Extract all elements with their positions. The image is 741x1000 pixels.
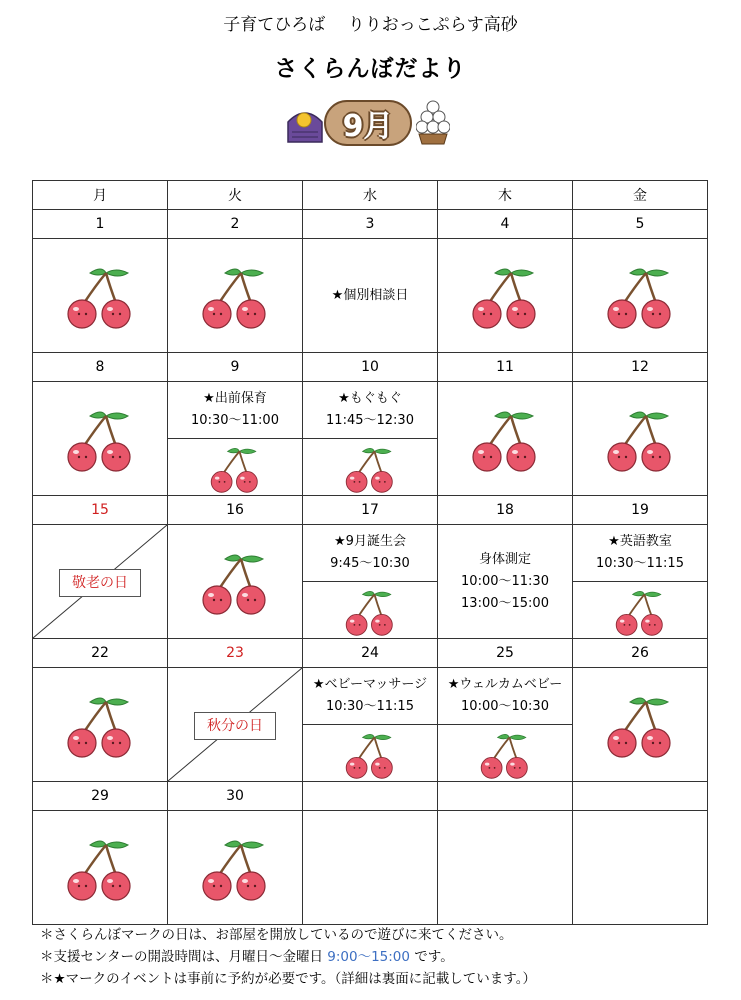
date-15: 15 — [33, 496, 168, 525]
event-measurement — [438, 549, 572, 615]
month-label: 9月 — [324, 100, 412, 146]
cherry-icon — [340, 441, 400, 493]
opening-hours: 9:00～15:00 — [327, 949, 410, 965]
cherry-icon — [60, 688, 140, 758]
cherry-icon — [60, 402, 140, 472]
event-time: 10:30～11:00 — [191, 413, 279, 428]
empty-cell — [573, 811, 708, 925]
date-22: 22 — [33, 639, 168, 668]
day-30-cell — [168, 811, 303, 925]
day-25-cell — [438, 668, 573, 782]
note-1: ＊さくらんぼマークの日は、お部屋を開放しているので遊びに来てください。 — [40, 927, 513, 943]
day-3-cell — [303, 239, 438, 353]
event-english — [573, 525, 707, 582]
event-title: ★もぐもぐ — [338, 391, 402, 406]
date-9: 9 — [168, 353, 303, 382]
day-18-cell — [438, 525, 573, 639]
holiday-label: 秋分の日 — [194, 712, 276, 740]
date-19: 19 — [573, 496, 708, 525]
day-23-cell — [168, 668, 303, 782]
month-badge — [284, 96, 454, 152]
date-18: 18 — [438, 496, 573, 525]
date-8: 8 — [33, 353, 168, 382]
cherry-icon — [475, 727, 535, 779]
weekday-mon: 月 — [33, 181, 168, 210]
event-baby-massage — [303, 668, 437, 725]
event-title: ★出前保育 — [203, 391, 267, 406]
week-2-dates — [33, 353, 708, 382]
date-25: 25 — [438, 639, 573, 668]
weekday-fri: 金 — [573, 181, 708, 210]
event-time: 10:00～11:30 — [461, 573, 549, 589]
event-time: 10:00～10:30 — [461, 699, 549, 714]
day-16-cell — [168, 525, 303, 639]
date-16: 16 — [168, 496, 303, 525]
cherry-icon — [600, 259, 680, 329]
note-3: ＊★マークのイベントは事前に予約が必要です。（詳細は裏面に記載しています。） — [40, 971, 536, 987]
holiday-label: 敬老の日 — [59, 569, 141, 597]
event-consultation: ★個別相談日 — [331, 287, 409, 303]
cherry-icon — [465, 402, 545, 472]
cherry-icon — [340, 584, 400, 636]
event-time: 11:45～12:30 — [326, 413, 414, 428]
dango-icon — [416, 98, 450, 148]
week-3-dates — [33, 496, 708, 525]
event-title: ★ベビーマッサージ — [312, 677, 428, 692]
date-17: 17 — [303, 496, 438, 525]
day-22-cell — [33, 668, 168, 782]
notes-section — [40, 924, 536, 990]
week-5-dates — [33, 782, 708, 811]
event-time: 9:45～10:30 — [330, 556, 410, 571]
week-5-content — [33, 811, 708, 925]
weekday-tue: 火 — [168, 181, 303, 210]
note-2 — [40, 946, 536, 968]
weekday-thu: 木 — [438, 181, 573, 210]
day-11-cell — [438, 382, 573, 496]
date-4: 4 — [438, 210, 573, 239]
date-empty — [573, 782, 708, 811]
date-3: 3 — [303, 210, 438, 239]
week-1-content — [33, 239, 708, 353]
date-23: 23 — [168, 639, 303, 668]
organization-name: 子育てひろば りりおっこぷらす高砂 — [223, 15, 518, 35]
day-12-cell — [573, 382, 708, 496]
date-1: 1 — [33, 210, 168, 239]
date-26: 26 — [573, 639, 708, 668]
event-title: ★英語教室 — [608, 534, 672, 549]
empty-cell — [438, 811, 573, 925]
event-mogumogu — [303, 382, 437, 439]
cherry-icon — [600, 688, 680, 758]
date-29: 29 — [33, 782, 168, 811]
day-8-cell — [33, 382, 168, 496]
cherry-icon — [195, 545, 275, 615]
event-time: 10:30～11:15 — [596, 556, 684, 571]
moon-rabbit-icon — [284, 102, 326, 146]
event-title: 身体測定 — [478, 551, 531, 567]
calendar-table — [32, 180, 708, 925]
week-4-content — [33, 668, 708, 782]
date-12: 12 — [573, 353, 708, 382]
day-29-cell — [33, 811, 168, 925]
cherry-icon — [600, 402, 680, 472]
note-2-text: ＊支援センターの開設時間は、月曜日～金曜日 — [40, 949, 328, 965]
note-2-suffix: です。 — [410, 949, 454, 965]
weekday-wed: 水 — [303, 181, 438, 210]
cherry-icon — [205, 441, 265, 493]
date-11: 11 — [438, 353, 573, 382]
event-title: ★9月誕生会 — [334, 534, 406, 549]
week-3-content — [33, 525, 708, 639]
cherry-icon — [60, 259, 140, 329]
newsletter-title: さくらんぼだより — [274, 56, 467, 82]
day-2-cell — [168, 239, 303, 353]
empty-cell — [303, 811, 438, 925]
date-24: 24 — [303, 639, 438, 668]
weekday-header-row — [33, 181, 708, 210]
cherry-icon — [195, 831, 275, 901]
day-17-cell — [303, 525, 438, 639]
event-birthday — [303, 525, 437, 582]
day-4-cell — [438, 239, 573, 353]
day-15-cell — [33, 525, 168, 639]
date-5: 5 — [573, 210, 708, 239]
day-19-cell — [573, 525, 708, 639]
day-9-cell — [168, 382, 303, 496]
event-time: 10:30～11:15 — [326, 699, 414, 714]
date-30: 30 — [168, 782, 303, 811]
event-outreach — [168, 382, 302, 439]
date-empty — [303, 782, 438, 811]
day-5-cell — [573, 239, 708, 353]
event-time: 13:00～15:00 — [461, 595, 549, 611]
date-2: 2 — [168, 210, 303, 239]
date-empty — [438, 782, 573, 811]
cherry-icon — [610, 584, 670, 636]
day-10-cell — [303, 382, 438, 496]
cherry-icon — [465, 259, 545, 329]
day-26-cell — [573, 668, 708, 782]
cherry-icon — [195, 259, 275, 329]
day-1-cell — [33, 239, 168, 353]
week-4-dates — [33, 639, 708, 668]
event-welcome-baby — [438, 668, 572, 725]
week-1-dates — [33, 210, 708, 239]
cherry-icon — [60, 831, 140, 901]
day-24-cell — [303, 668, 438, 782]
event-title: ★ウェルカムベビー — [447, 677, 563, 692]
cherry-icon — [340, 727, 400, 779]
week-2-content — [33, 382, 708, 496]
date-10: 10 — [303, 353, 438, 382]
